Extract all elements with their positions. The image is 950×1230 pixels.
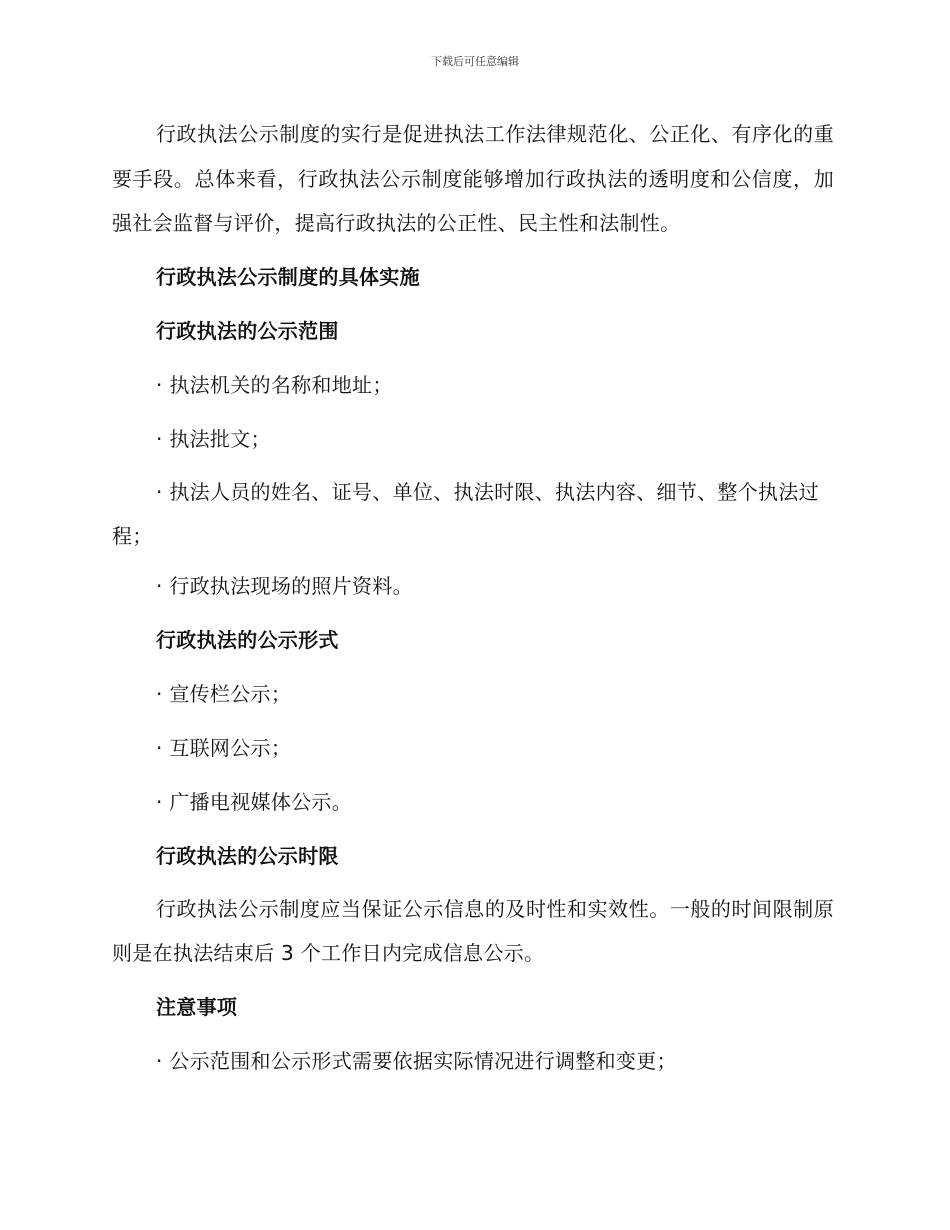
- forms-item: · 广播电视媒体公示。: [156, 789, 353, 814]
- time-limit-heading: 行政执法的公示时限: [156, 843, 339, 868]
- scope-heading: 行政执法的公示范围: [156, 318, 339, 343]
- time-limit-paragraph: 行政执法公示制度应当保证公示信息的及时性和实效性。一般的时间限制原则是在执法结束后 3 个工作日内完成信息公示。: [112, 896, 834, 965]
- scope-item: · 执法人员的姓名、证号、单位、执法时限、执法内容、细节、整个执法过程；: [112, 479, 819, 548]
- scope-item: · 执法机关的名称和地址；: [156, 372, 393, 397]
- scope-item: · 行政执法现场的照片资料。: [156, 573, 413, 598]
- section-title: 行政执法公示制度的具体实施: [156, 264, 420, 289]
- forms-item: · 宣传栏公示；: [156, 681, 292, 706]
- page-header: 下载后可任意编辑: [431, 55, 519, 68]
- notes-item: · 公示范围和公示形式需要依据实际情况进行调整和变更；: [156, 1048, 677, 1073]
- forms-item: · 互联网公示；: [156, 735, 292, 760]
- intro-paragraph: 行政执法公示制度的实行是促进执法工作法律规范化、公正化、有序化的重要手段。总体来看，行政执法公示制度能够增加行政执法的透明度和公信度，加强社会监督与评价，提高行政执法的公正性、民主性和法制性。: [112, 122, 834, 235]
- scope-item: · 执法批文；: [156, 426, 271, 451]
- notes-heading: 注意事项: [156, 994, 238, 1019]
- document-body: [112, 112, 834, 1088]
- forms-heading: 行政执法的公示形式: [156, 627, 339, 652]
